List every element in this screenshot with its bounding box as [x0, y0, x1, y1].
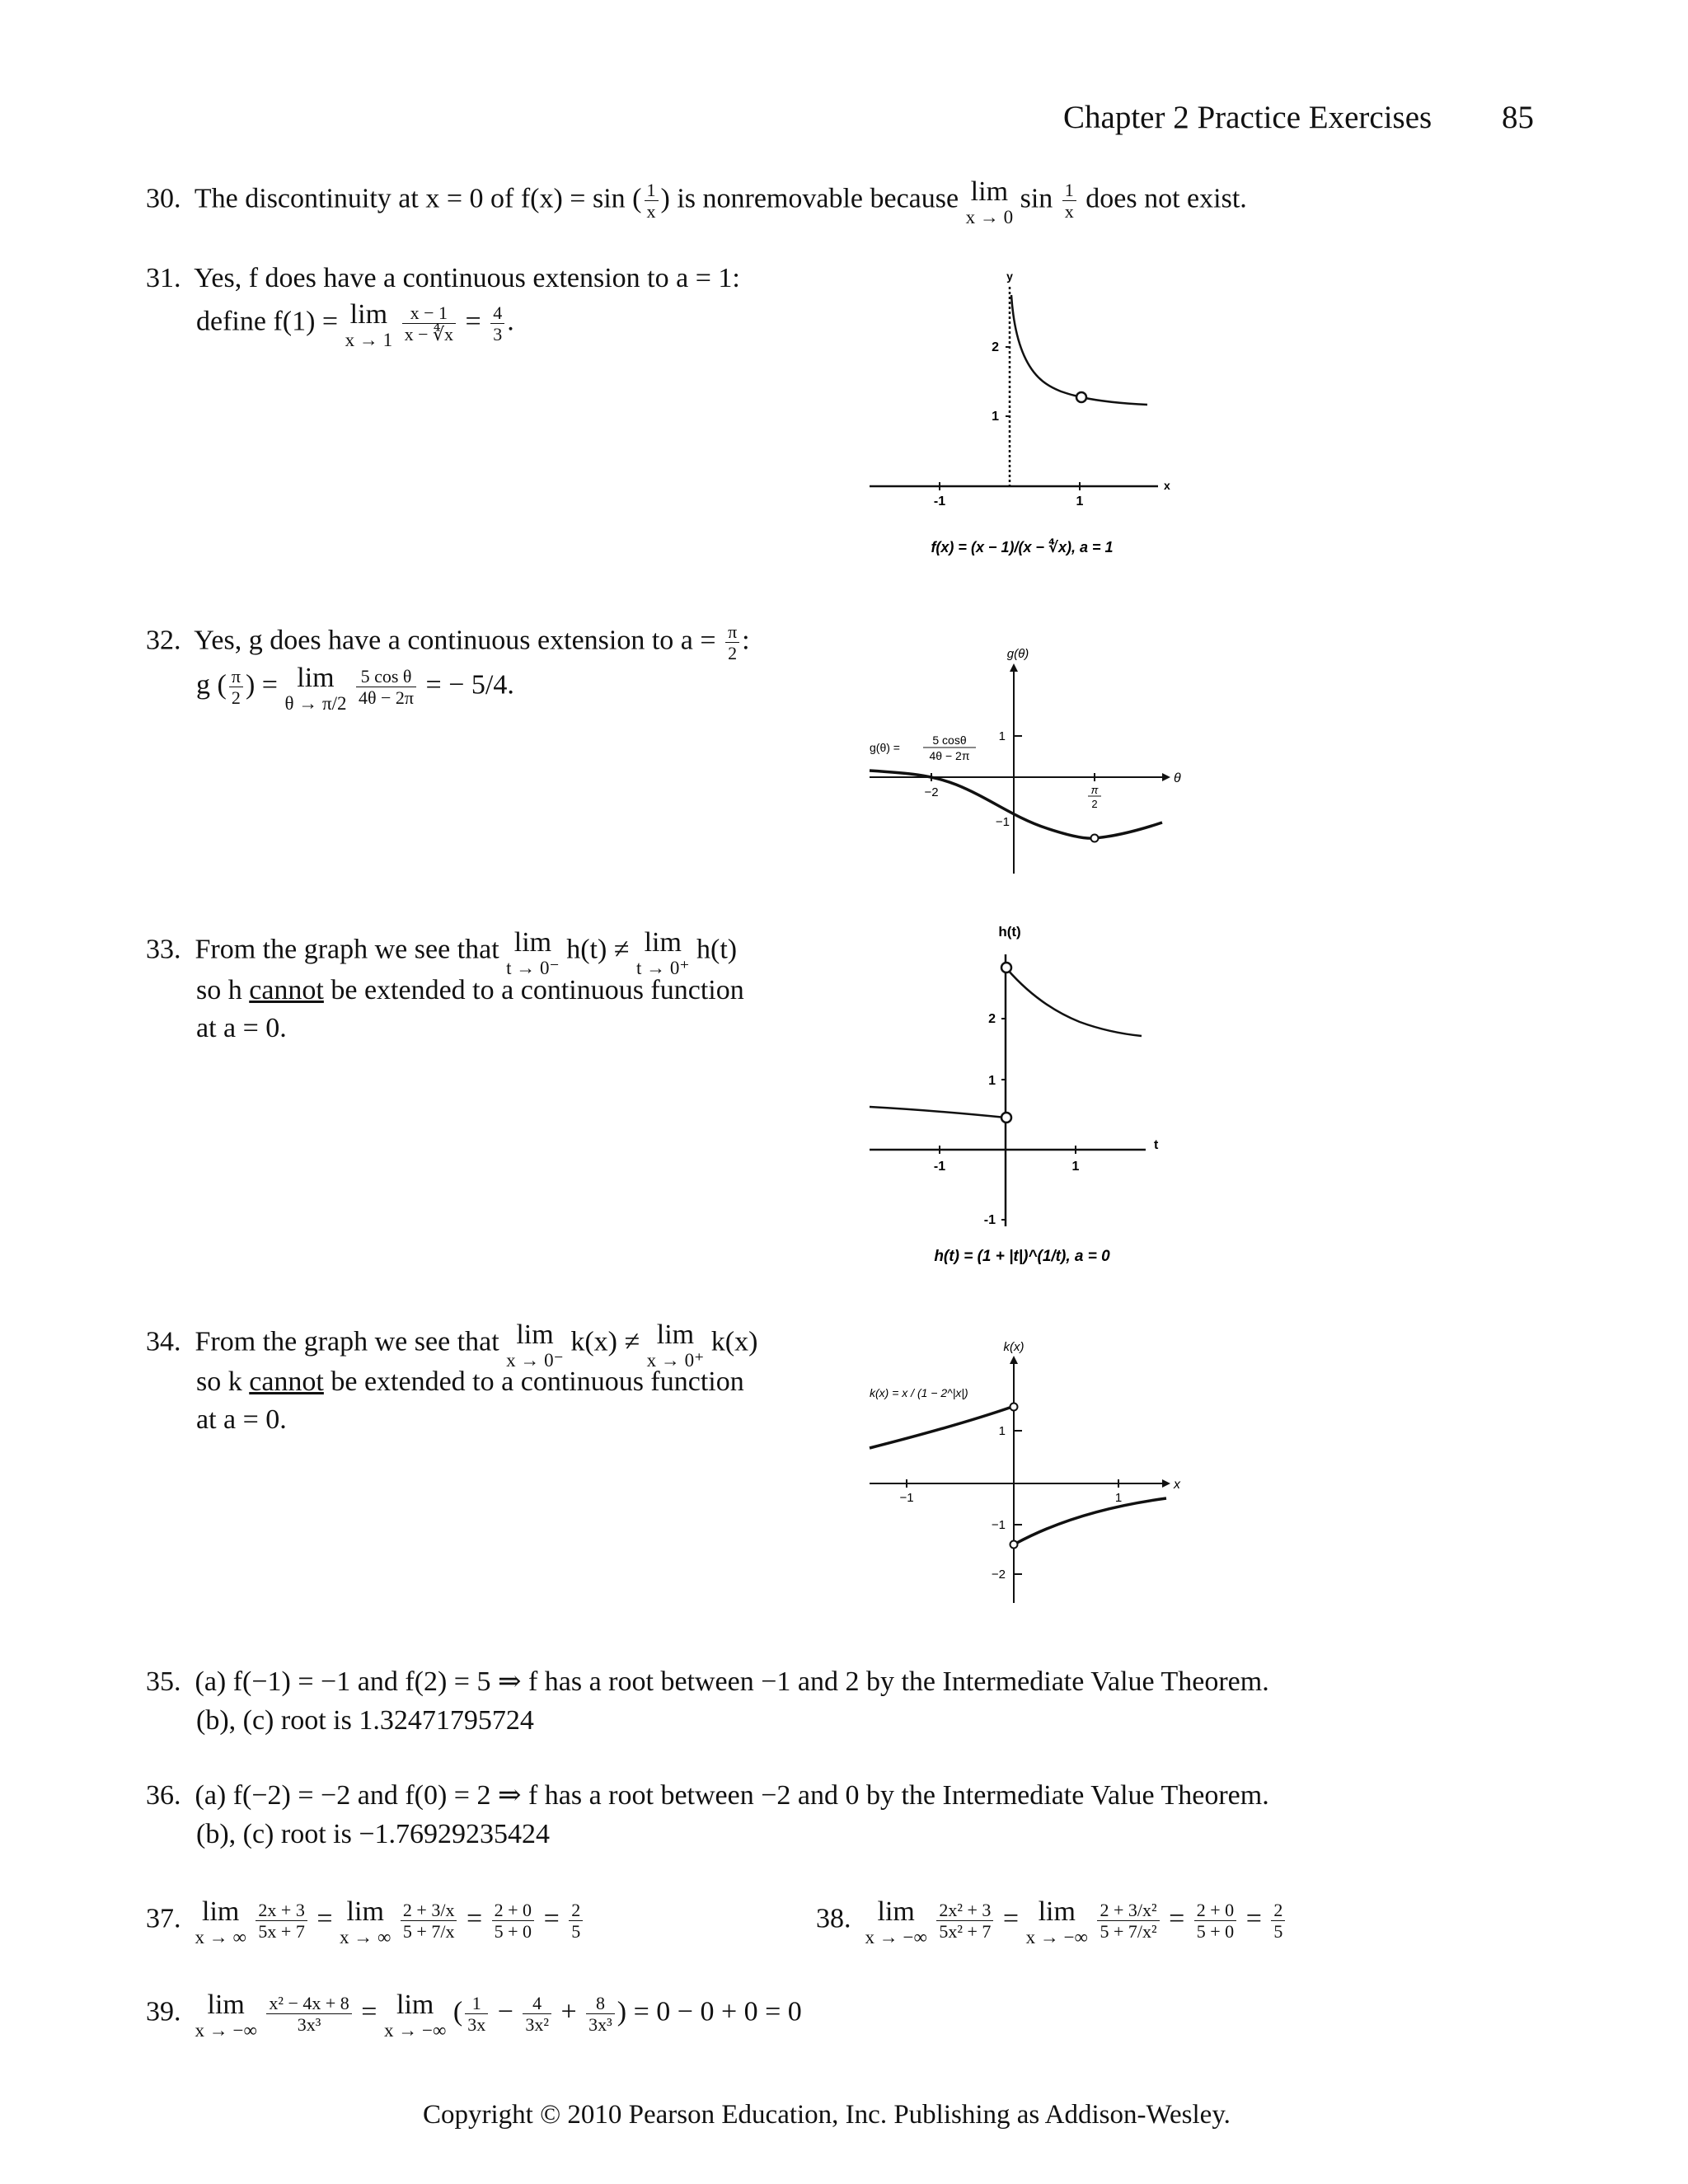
- exercise-number: 32.: [146, 625, 181, 656]
- formula-label: k(x) = x / (1 − 2^|x|): [870, 1386, 968, 1399]
- y-tick-label: 1: [988, 1074, 996, 1088]
- exercise-34-line3: at a = 0.: [196, 1404, 287, 1435]
- hole-marker: [1091, 835, 1099, 842]
- exercise-number: 36.: [146, 1780, 181, 1811]
- exercise-number: 34.: [146, 1326, 181, 1357]
- limit-operator: lim θ → π/2: [284, 663, 347, 714]
- y-tick-label: 2: [988, 1012, 996, 1026]
- function-curve: [1011, 295, 1147, 405]
- hole-marker: [1010, 1404, 1018, 1411]
- exercise-number: 33.: [146, 934, 181, 965]
- exercise-35: 35. (a) f(−1) = −1 and f(2) = 5 ⇒ f has a root between −1 and 2 by the Intermediate Value Theorem.: [146, 1666, 1269, 1697]
- graph-caption: h(t) = (1 + |t|)^(1/t), a = 0: [934, 1248, 1110, 1265]
- exercise-number: 37.: [146, 1903, 181, 1934]
- svg-text:5 cosθ: 5 cosθ: [932, 733, 967, 747]
- exercise-34-line2: so k cannot be extended to a continuous function: [196, 1366, 744, 1397]
- y-tick-label: 2: [992, 340, 999, 354]
- x-axis-label: θ: [1174, 771, 1181, 785]
- limit-operator: lim x → −∞: [1025, 1896, 1088, 1947]
- exercise-36-line2: (b), (c) root is −1.76929235424: [196, 1819, 551, 1849]
- exercise-33: 33. From the graph we see that lim t → 0⁻ h(t) ≠ lim t → 0⁺ h(t): [146, 927, 738, 978]
- limit-operator: lim x → −∞: [865, 1896, 927, 1947]
- exercise-36: 36. (a) f(−2) = −2 and f(0) = 2 ⇒ f has a root between −2 and 0 by the Intermediate Value Theorem.: [146, 1780, 1269, 1811]
- copyright-footer: Copyright © 2010 Pearson Education, Inc. Publishing as Addison-Wesley.: [423, 2100, 1231, 2130]
- limit-operator: lim x → 1: [345, 299, 393, 350]
- x-axis-label: x: [1174, 1478, 1180, 1492]
- y-tick-label: 1: [992, 410, 999, 424]
- function-curve-right: [1007, 969, 1142, 1036]
- x-axis-label: x: [1164, 479, 1170, 492]
- x-tick-label: −2: [924, 785, 939, 799]
- limit-operator: lim x → −∞: [195, 1990, 257, 2041]
- fraction: $\frac{1}{x}$: [645, 180, 659, 221]
- exercise-31: 31. Yes, f does have a continuous extension to a = 1:: [146, 263, 740, 293]
- y-tick-label: −1: [995, 815, 1010, 829]
- limit-operator: lim x → 0⁻: [506, 1319, 564, 1371]
- limit-operator: lim x → ∞: [340, 1896, 392, 1947]
- y-tick-label: 1: [998, 1424, 1006, 1438]
- exercise-35-line2: (b), (c) root is 1.32471795724: [196, 1705, 534, 1736]
- exercise-number: 35.: [146, 1666, 181, 1697]
- exercise-number: 30.: [146, 183, 181, 214]
- y-tick-label: 1: [998, 729, 1006, 743]
- limit-operator: lim x → 0: [965, 176, 1014, 227]
- svg-text:2: 2: [1091, 798, 1098, 810]
- x-tick-label: 1: [1071, 1160, 1080, 1174]
- exercise-32-equation: g ( $\frac{\pi}{2}$ ) = lim θ → π/2 $\frac{\text{5 cos θ}}{4\theta - 2\pi}$ = − 5/4.: [196, 663, 514, 714]
- limit-operator: lim t → 0⁻: [506, 927, 560, 978]
- exercise-39: 39. lim x → −∞ $\frac{\text{x² − 4x + 8}}{\text{3x³}}$ = lim x → −∞ ( $\frac{1}{3x}$ − $\frac{4}{\text{3x²}}$ + $\frac{8}{\text{3x³}}$ ) = 0 − 0 + 0 = 0: [146, 1990, 802, 2041]
- y-axis-label: g(θ): [1006, 647, 1029, 661]
- formula-label: g(θ) =: [870, 741, 900, 754]
- x-tick-label: 1: [1076, 494, 1084, 509]
- x-tick-label: -1: [933, 1160, 946, 1174]
- svg-text:4θ − 2π: 4θ − 2π: [929, 749, 970, 762]
- exercise-number: 31.: [146, 263, 181, 293]
- limit-operator: lim x → 0⁺: [646, 1319, 705, 1371]
- page-header-title: Chapter 2 Practice Exercises: [1063, 100, 1432, 135]
- y-tick-label: −1: [991, 1518, 1006, 1532]
- function-curve-left: [870, 1407, 1012, 1448]
- graph-32-figure: [865, 643, 1179, 882]
- svg-text:π: π: [1090, 784, 1099, 796]
- x-tick-label: 1: [1114, 1491, 1123, 1505]
- hole-marker: [1010, 1541, 1018, 1549]
- fraction: $\frac{\text{5 cos θ}}{4\theta - 2\pi}$: [356, 667, 416, 707]
- x-tick-label: -1: [933, 494, 946, 509]
- exercise-31-definition: define f(1) = lim x → 1 $\frac{x - 1}{x - ∜x}$ = $\frac{4}{3}$ .: [196, 299, 514, 350]
- page-number: 85: [1502, 100, 1534, 135]
- graph-34-figure: [865, 1339, 1195, 1611]
- fraction: $\frac{4}{3}$: [490, 303, 504, 344]
- exercise-34: 34. From the graph we see that lim x → 0⁻ k(x) ≠ lim x → 0⁺ k(x): [146, 1319, 758, 1371]
- graph-33-figure: [865, 921, 1179, 1268]
- hole-marker: [1001, 1113, 1011, 1122]
- y-axis-label: k(x): [1003, 1340, 1025, 1354]
- graph-caption: f(x) = (x − 1)/(x − ∜x), a = 1: [931, 539, 1114, 555]
- y-axis-label: h(t): [998, 924, 1021, 940]
- function-curve: [870, 771, 1162, 838]
- y-tick-label: -1: [983, 1213, 996, 1227]
- hole-marker: [1001, 963, 1011, 972]
- exercise-38: 38. lim x → −∞ $\frac{\text{2x² + 3}}{\text{5x² + 7}}$ = lim x → −∞ $\frac{\text{2 + 3/x²}}{\text{5 + 7/x²}}$ = $\frac{2 + 0}{5 + 0}$ = $\frac{2}{5}$: [816, 1896, 1287, 1947]
- y-axis-label: y: [1006, 269, 1013, 283]
- x-tick-label: −1: [899, 1491, 914, 1505]
- limit-operator: lim x → ∞: [195, 1896, 246, 1947]
- limit-operator: lim x → −∞: [383, 1990, 447, 2041]
- function-curve-left: [870, 1107, 1006, 1118]
- hole-marker: [1076, 392, 1086, 402]
- limit-operator: lim t → 0⁺: [635, 927, 690, 978]
- exercise-30: 30. The discontinuity at x = 0 of f(x) = sin ( $\frac{1}{x}$ ) is nonremovable because lim x → 0 sin $\frac{1}{x}$ does not exist.: [146, 176, 1247, 227]
- function-curve-right: [1015, 1498, 1166, 1544]
- fraction: $\frac{x - 1}{x - ∜x}$: [402, 303, 456, 344]
- graph-31-figure: [865, 262, 1179, 571]
- exercise-number: 39.: [146, 1996, 181, 2027]
- exercise-33-line2: so h cannot be extended to a continuous function: [196, 975, 744, 1005]
- exercise-37: 37. lim x → ∞ $\frac{2x + 3}{5x + 7}$ = lim x → ∞ $\frac{2 + 3/x}{5 + 7/x}$ = $\frac{2 + 0}{5 + 0}$ = $\frac{2}{5}$: [146, 1896, 585, 1947]
- exercise-33-line3: at a = 0.: [196, 1013, 287, 1043]
- y-tick-label: −2: [991, 1568, 1006, 1582]
- exercise-32: 32. Yes, g does have a continuous extension to a = $\frac{\pi}{2}$ :: [146, 621, 750, 664]
- exercise-number: 38.: [816, 1903, 851, 1934]
- x-axis-label: t: [1154, 1138, 1159, 1152]
